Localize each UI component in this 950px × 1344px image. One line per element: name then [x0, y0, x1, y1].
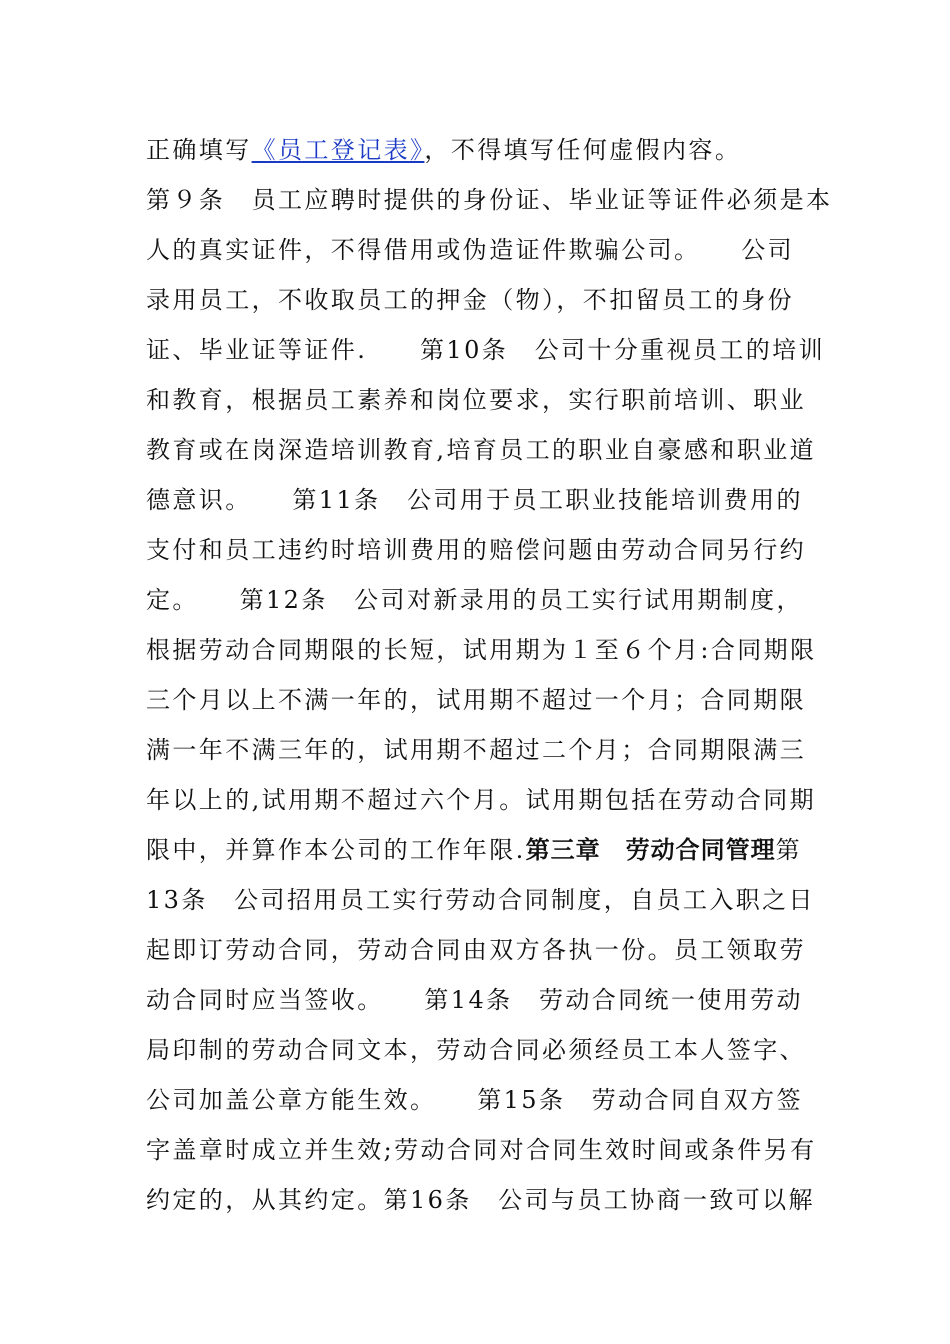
text-line: 人的真实证件，不得借用或伪造证件欺骗公司。 公司 — [146, 236, 794, 264]
text-line: 教育或在岗深造培训教育,培育员工的职业自豪感和职业道 — [146, 436, 817, 464]
text-line: 约定的，从其约定。第16条 公司与员工协商一致可以解 — [146, 1186, 815, 1214]
text-line: 德意识。 第11条 公司用于员工职业技能培训费用的 — [146, 486, 803, 514]
text-line: 录用员工，不收取员工的押金（物），不扣留员工的身份 — [146, 286, 794, 314]
text-line: 动合同时应当签收。 第14条 劳动合同统一使用劳动 — [146, 986, 803, 1014]
text-line: 满一年不满三年的，试用期不超过二个月；合同期限满三 — [146, 736, 806, 764]
text-line: 支付和员工违约时培训费用的赔偿问题由劳动合同另行约 — [146, 536, 806, 564]
text-line: 局印制的劳动合同文本，劳动合同必须经员工本人签字、 — [146, 1036, 806, 1064]
chapter-heading: 第三章 劳动合同管理 — [525, 836, 776, 864]
text-line — [146, 135, 741, 165]
text-segment: 限中，并算作本公司的工作年限. — [146, 836, 526, 864]
text-line: 第９条 员工应聘时提供的身份证、毕业证等证件必须是本 — [146, 186, 833, 214]
text-line: 三个月以上不满一年的，试用期不超过一个月；合同期限 — [146, 686, 806, 714]
text-line: 公司加盖公章方能生效。 第15条 劳动合同自双方签 — [146, 1086, 803, 1114]
text-line — [146, 835, 802, 865]
text-line: 证、毕业证等证件. 第10条 公司十分重视员工的培训 — [146, 336, 825, 364]
text-segment: 第 — [775, 836, 803, 864]
text-segment: ，不得填写任何虚假内容。 — [424, 136, 742, 164]
text-line: 起即订劳动合同，劳动合同由双方各执一份。员工领取劳 — [146, 936, 806, 964]
text-line: 定。 第12条 公司对新录用的员工实行试用期制度， — [146, 586, 803, 614]
text-line: 字盖章时成立并生效;劳动合同对合同生效时间或条件另有 — [146, 1136, 817, 1164]
employee-registration-form-link[interactable]: 《员工登记表》 — [251, 136, 425, 164]
text-line: 和教育，根据员工素养和岗位要求，实行职前培训、职业 — [146, 386, 806, 414]
text-line: 年以上的,试用期不超过六个月。试用期包括在劳动合同期 — [146, 786, 817, 814]
text-line: 根据劳动合同期限的长短，试用期为１至６个月:合同期限 — [146, 636, 817, 664]
text-line: 13条 公司招用员工实行劳动合同制度，自员工入职之日 — [146, 886, 815, 914]
text-segment: 正确填写 — [146, 136, 252, 164]
